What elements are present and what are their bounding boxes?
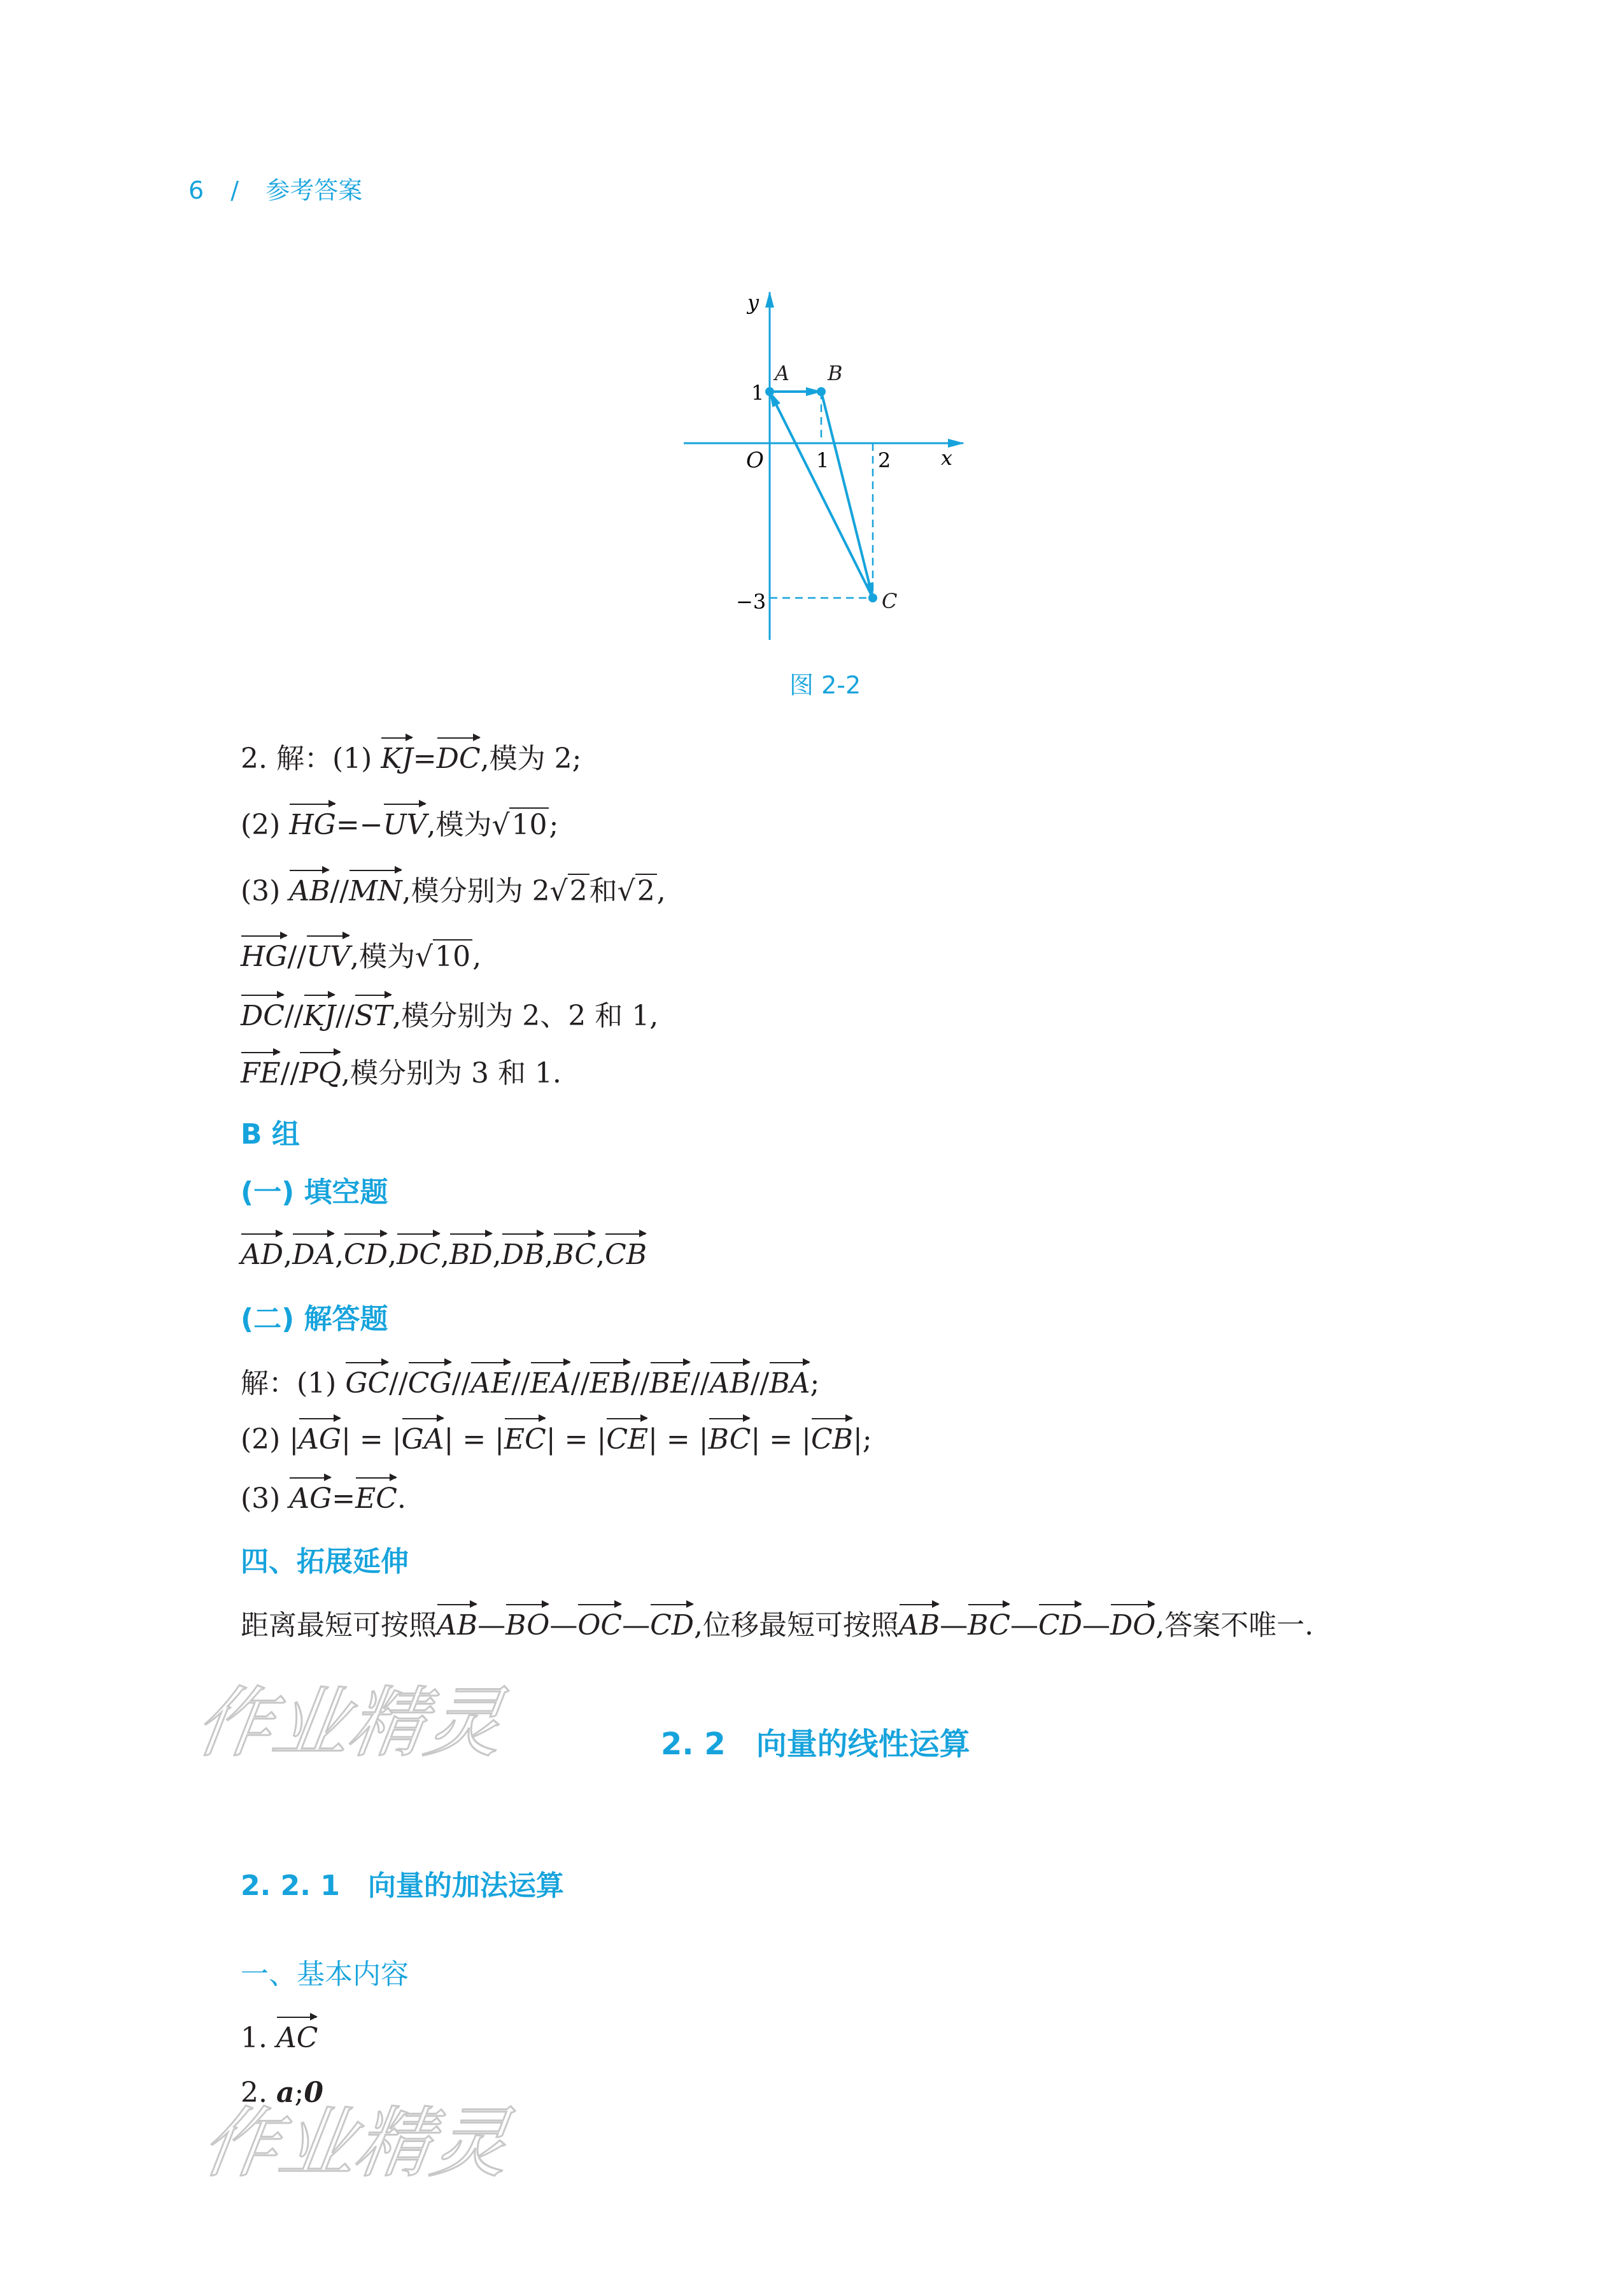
answer-line: [241, 1417, 872, 1459]
vector-DC: DC: [241, 993, 285, 1035]
answer-line: [241, 993, 658, 1035]
text-segment: 和: [589, 875, 618, 907]
text-segment: //: [750, 1367, 770, 1400]
extend-heading: 四、拓展延伸: [241, 1545, 409, 1578]
origin-label: O: [746, 448, 764, 473]
text-segment: //: [570, 1367, 590, 1400]
radical-sign: √: [617, 875, 635, 907]
text-segment: (3): [241, 1482, 290, 1515]
text-segment: ,: [656, 875, 666, 907]
section-title: 2. 2 向量的线性运算: [661, 1726, 970, 1762]
text-segment: //: [287, 941, 307, 973]
vector-EC: EC: [504, 1417, 546, 1459]
vector-BC: BC: [709, 1417, 751, 1459]
vector-PQ: PQ: [299, 1051, 341, 1093]
text-segment: | = |: [444, 1423, 505, 1456]
text-segment: ,模为: [350, 941, 416, 973]
answer-line: [241, 1051, 561, 1093]
watermark-logo: 作业精灵: [190, 1679, 509, 1768]
text-segment: ;: [810, 1367, 820, 1400]
vector-HG: HG: [241, 934, 288, 976]
text-segment: ,: [388, 1239, 397, 1271]
text-segment: | = |: [546, 1423, 607, 1456]
vector-CD: CD: [650, 1603, 694, 1645]
vector-CG: CG: [408, 1361, 452, 1403]
vector-AG: AG: [289, 1476, 332, 1518]
text-segment: ,答案不唯一.: [1155, 1609, 1314, 1642]
vector-AC: AC: [276, 2015, 318, 2057]
text-segment: ,模分别为 2: [402, 875, 550, 907]
sqrt-expression: [550, 872, 590, 911]
text-segment: ,: [596, 1239, 605, 1271]
vector-MN: MN: [349, 869, 402, 911]
text-segment: |;: [852, 1423, 872, 1456]
vector-UV: UV: [306, 934, 350, 976]
radical-sign: √: [491, 809, 510, 841]
vector-DC: DC: [397, 1232, 441, 1274]
vector-ST: ST: [355, 993, 393, 1035]
text-segment: ,: [283, 1239, 293, 1271]
vector-BC: [821, 392, 873, 598]
text-segment: ,: [335, 1239, 344, 1271]
y-tick-label: 1: [751, 381, 765, 405]
watermark-logo-2: 作业精灵: [196, 2099, 515, 2188]
answer-line: [241, 1476, 406, 1518]
text-segment: ,模分别为 3 和 1.: [341, 1057, 561, 1090]
text-segment: —: [1010, 1609, 1038, 1642]
text-segment: (3): [241, 875, 290, 907]
text-segment: 2.: [241, 2077, 276, 2109]
fill-blank-heading: (一) 填空题: [241, 1176, 388, 1209]
text-segment: .: [397, 1482, 406, 1515]
y-tick-label: −3: [736, 590, 766, 614]
vector-AB: AB: [710, 1361, 751, 1403]
vector-DO: DO: [1110, 1603, 1155, 1645]
text-segment: 1.: [241, 2022, 276, 2054]
sqrt-expression: [618, 872, 657, 911]
bold-symbol: a: [276, 2077, 295, 2109]
vector-CB: CB: [605, 1232, 647, 1274]
answer-line: [241, 869, 666, 911]
radicand: 10: [509, 807, 549, 841]
vector-EA: EA: [530, 1361, 571, 1403]
text-segment: //: [335, 1000, 355, 1032]
text-segment: | = |: [341, 1423, 402, 1456]
vector-BC: BC: [553, 1232, 596, 1274]
figure-2-2: [0, 0, 1624, 713]
text-segment: //: [389, 1367, 408, 1400]
vector-UV: UV: [383, 802, 427, 844]
text-segment: ,模分别为 2、2 和 1,: [392, 1000, 659, 1032]
vector-GC: GC: [345, 1361, 389, 1403]
text-segment: —: [940, 1609, 968, 1642]
fill-answer: [241, 1232, 647, 1274]
vector-HG: HG: [289, 802, 336, 844]
vector-AB: AB: [289, 869, 330, 911]
text-segment: //: [511, 1367, 530, 1400]
answer-line: [241, 1361, 819, 1403]
group-b-heading: B 组: [241, 1118, 300, 1151]
text-segment: 2. 解：(1): [241, 742, 381, 775]
vector-CE: CE: [606, 1417, 648, 1459]
vector-EC: EC: [355, 1476, 397, 1518]
x-tick-label: 2: [878, 448, 891, 472]
figure-caption: 图 2-2: [789, 671, 861, 699]
bold-symbol: 0: [304, 2077, 323, 2109]
vector-EB: EB: [590, 1361, 630, 1403]
vector-AE: AE: [470, 1361, 511, 1403]
text-segment: ,模为: [427, 809, 492, 841]
text-segment: (2): [241, 809, 290, 841]
text-segment: //: [630, 1367, 650, 1400]
text-segment: //: [284, 1000, 304, 1032]
vector-BO: BO: [505, 1603, 549, 1645]
sqrt-expression: [415, 938, 472, 976]
text-segment: (2) |: [241, 1423, 299, 1456]
text-segment: ,: [544, 1239, 554, 1271]
point-label: C: [882, 589, 898, 613]
text-segment: =: [413, 742, 437, 775]
text-segment: =: [332, 1482, 356, 1515]
text-segment: //: [330, 875, 350, 907]
header-title: 参考答案: [265, 176, 363, 204]
text-segment: =−: [335, 809, 383, 841]
point-A: [765, 387, 774, 396]
text-segment: ,模为 2;: [480, 742, 582, 775]
radical-sign: √: [549, 875, 568, 907]
header-separator: /: [230, 176, 239, 204]
text-segment: ,: [441, 1239, 450, 1271]
extend-answer: [241, 1603, 1313, 1645]
sqrt-expression: [491, 806, 549, 844]
text-segment: —: [622, 1609, 651, 1642]
text-segment: —: [1082, 1609, 1110, 1642]
text-segment: ;: [294, 2077, 304, 2109]
vector-AB: AB: [899, 1603, 940, 1645]
text-segment: //: [690, 1367, 710, 1400]
vector-GA: GA: [402, 1417, 444, 1459]
text-segment: ,位移最短可按照: [694, 1609, 900, 1642]
vector-OC: OC: [577, 1603, 622, 1645]
point-B: [817, 387, 826, 396]
solve-heading: (二) 解答题: [241, 1303, 388, 1335]
page-number: 6: [188, 176, 204, 204]
vector-DA: DA: [292, 1232, 335, 1274]
y-axis-label: y: [747, 290, 759, 315]
vector-BE: BE: [650, 1361, 691, 1403]
text-segment: //: [280, 1057, 300, 1090]
vector-BC: BC: [968, 1603, 1010, 1645]
vector-AD: AD: [241, 1232, 283, 1274]
answer-line: [241, 934, 481, 976]
basic-heading: 一、基本内容: [241, 1958, 409, 1991]
vector-CD: CD: [344, 1232, 388, 1274]
vector-AB: AB: [437, 1603, 477, 1645]
text-segment: 解：(1): [241, 1367, 346, 1400]
vector-BA: BA: [769, 1361, 810, 1403]
text-segment: | = |: [648, 1423, 709, 1456]
answer-line: [241, 802, 558, 844]
text-segment: 距离最短可按照: [241, 1609, 437, 1642]
text-segment: | = |: [751, 1423, 811, 1456]
answer-line: [241, 736, 581, 778]
text-segment: —: [477, 1609, 506, 1642]
x-tick-label: 1: [816, 448, 830, 472]
radicand: 10: [433, 939, 472, 973]
vector-DC: DC: [437, 736, 481, 778]
vector-FE: FE: [241, 1051, 281, 1093]
text-segment: ,: [472, 941, 482, 973]
x-axis-label: x: [941, 446, 953, 470]
vector-KJ: KJ: [304, 993, 336, 1035]
point-C: [868, 593, 877, 602]
text-segment: —: [549, 1609, 578, 1642]
radicand: 2: [635, 874, 657, 907]
vector-BD: BD: [449, 1232, 493, 1274]
vector-KJ: KJ: [381, 736, 413, 778]
vector-DB: DB: [502, 1232, 545, 1274]
text-segment: //: [451, 1367, 471, 1400]
vector-CD: CD: [1038, 1603, 1082, 1645]
point-label: B: [828, 361, 843, 385]
point-label: A: [775, 361, 790, 385]
text-segment: ,: [492, 1239, 502, 1271]
radical-sign: √: [415, 941, 434, 973]
subsection-title: 2. 2. 1 向量的加法运算: [241, 1870, 564, 1902]
vector-AG: AG: [299, 1417, 341, 1459]
answer-line: [241, 2015, 318, 2057]
vector-CB: CB: [811, 1417, 853, 1459]
radicand: 2: [568, 874, 590, 907]
text-segment: ;: [549, 809, 559, 841]
